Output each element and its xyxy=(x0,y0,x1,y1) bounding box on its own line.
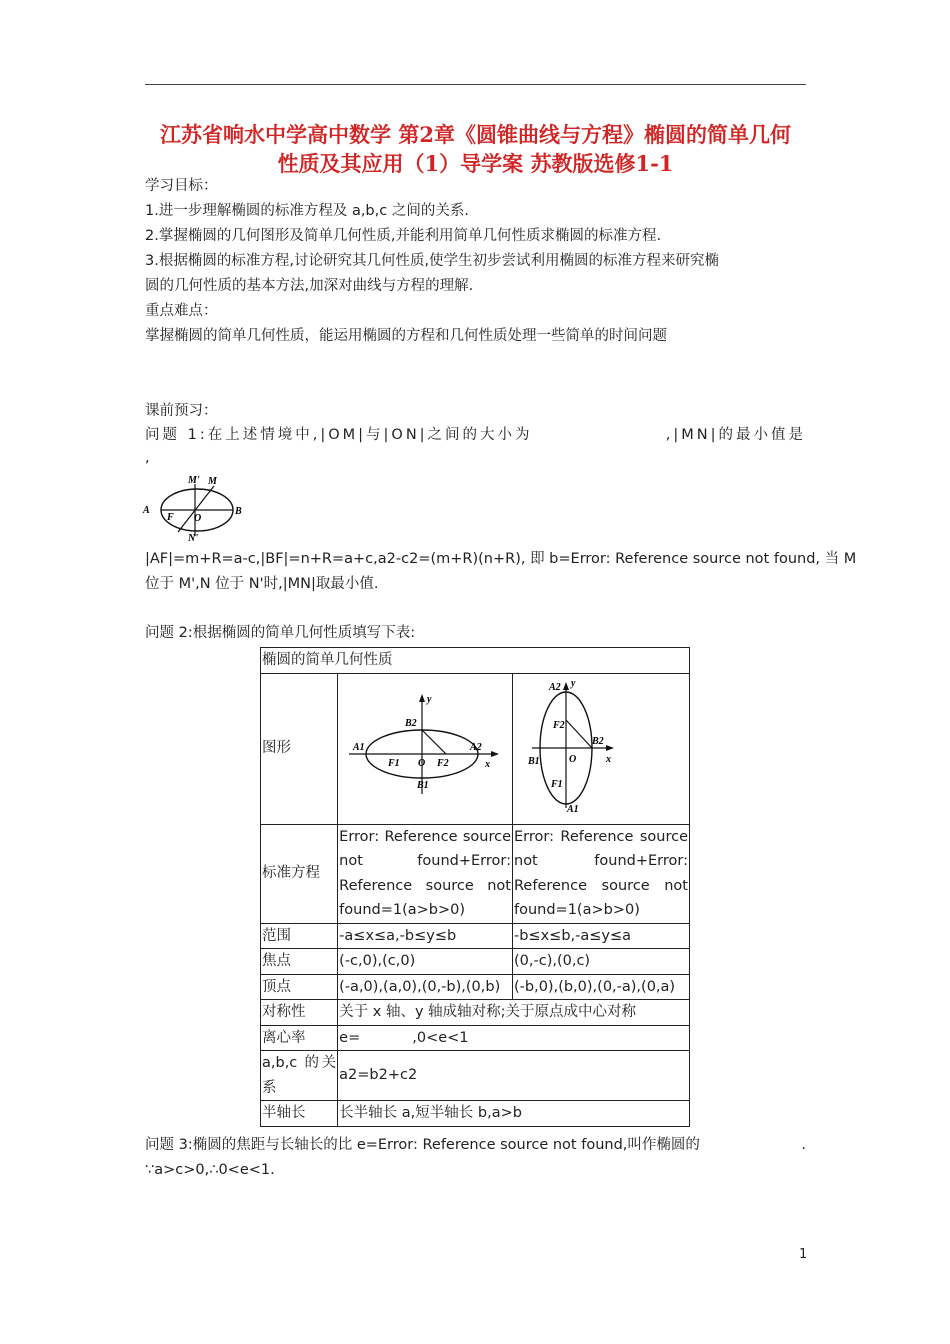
table-row-symmetry xyxy=(261,1000,690,1026)
vertex-vertical: (-b,0),(b,0),(0,-a),(0,a) xyxy=(513,974,690,1000)
row-label-equation: 标准方程 xyxy=(261,824,338,923)
label-a2: A2 xyxy=(549,682,561,694)
label-x: x xyxy=(606,754,611,766)
eccentricity-range: ,0<e<1 xyxy=(412,1029,469,1046)
row-label-vertex: 顶点 xyxy=(261,974,338,1000)
table-row-vertex xyxy=(261,974,690,1000)
key-points-text: 掌握椭圆的简单几何性质，能运用椭圆的方程和几何性质处理一些简单的时间问题 xyxy=(145,328,667,344)
question-2: 问题 2:根据椭圆的简单几何性质填写下表: xyxy=(145,625,416,641)
label-f1: F1 xyxy=(388,758,400,770)
table-row-axis xyxy=(261,1101,690,1127)
row-label-abc: a,b,c 的关系 xyxy=(261,1051,338,1101)
table-row-equation xyxy=(261,824,690,923)
question-3 xyxy=(145,1133,806,1158)
equation-horizontal: Error: Reference source not found+Error: Reference source not found=1(a>b>0) xyxy=(338,824,513,923)
page-number: 1 xyxy=(799,1247,808,1262)
b2-f2-line xyxy=(422,730,446,754)
y-axis-arrow-icon xyxy=(419,694,425,702)
label-y: y xyxy=(427,694,432,706)
y-axis-arrow-icon xyxy=(563,682,569,690)
vertical-ellipse-diagram xyxy=(514,674,688,814)
mn-chord-line xyxy=(178,486,214,532)
question-1-trailing-comma: , xyxy=(145,450,150,466)
table-header: 椭圆的简单几何性质 xyxy=(261,648,690,674)
eccentricity-value xyxy=(338,1025,690,1051)
label-b: B xyxy=(235,506,242,517)
label-m: M xyxy=(208,476,217,487)
range-horizontal: -a≤x≤a,-b≤y≤b xyxy=(338,923,513,949)
label-n-prime: N' xyxy=(188,533,198,542)
title-line-1: 江苏省响水中学高中数学 第2章《圆锥曲线与方程》椭圆的简单几何 xyxy=(160,122,791,147)
vertex-horizontal: (-a,0),(a,0),(0,-b),(0,b) xyxy=(338,974,513,1000)
x-axis-arrow-icon xyxy=(606,745,614,751)
objectives-heading: 学习目标： xyxy=(145,178,218,194)
row-label-symmetry: 对称性 xyxy=(261,1000,338,1026)
question-1-answer-line-2: 位于 M',N 位于 N'时,|MN|取最小值. xyxy=(145,576,379,592)
question-3-conclusion: ∵a>c>0,∴0<e<1. xyxy=(145,1162,275,1178)
horizontal-ellipse-diagram xyxy=(339,684,509,804)
row-label-axis: 半轴长 xyxy=(261,1101,338,1127)
label-b2: B2 xyxy=(592,736,604,748)
label-b2: B2 xyxy=(405,718,417,730)
question-3-period: . xyxy=(801,1137,806,1153)
eccentricity-prefix: e= xyxy=(339,1029,361,1046)
objective-3-line-1: 3.根据椭圆的标准方程,讨论研究其几何性质,使学生初步尝试利用椭圆的标准方程来研究椭 xyxy=(145,253,720,269)
label-o: O xyxy=(569,754,577,766)
label-m-prime: M' xyxy=(188,475,200,486)
focus-vertical: (0,-c),(0,c) xyxy=(513,949,690,975)
question-1-text: 问题 1:在上述情境中,|OM|与|ON|之间的大小为 xyxy=(145,427,533,443)
label-f1: F1 xyxy=(551,779,563,791)
table-row-graph xyxy=(261,673,690,824)
abc-relation: a2=b2+c2 xyxy=(338,1051,690,1101)
question-1 xyxy=(145,423,806,448)
label-f2: F2 xyxy=(437,758,449,770)
label-b1: B1 xyxy=(417,780,429,792)
label-f2: F2 xyxy=(553,720,565,732)
table-row-eccentricity xyxy=(261,1025,690,1051)
question-3-text: 问题 3:椭圆的焦距与长轴长的比 e=Error: Reference source not found,叫作椭圆的 xyxy=(145,1137,700,1153)
axis-value: 长半轴长 a,短半轴长 b,a>b xyxy=(338,1101,690,1127)
label-x: x xyxy=(485,759,491,771)
range-vertical: -b≤x≤b,-a≤y≤a xyxy=(513,923,690,949)
objective-1: 1.进一步理解椭圆的标准方程及 a,b,c 之间的关系. xyxy=(145,203,469,219)
cell-horizontal-figure xyxy=(338,673,513,824)
label-b1: B1 xyxy=(528,756,540,768)
ellipse-diagram-small xyxy=(142,472,250,542)
focus-horizontal: (-c,0),(c,0) xyxy=(338,949,513,975)
label-o: O xyxy=(418,758,426,770)
row-label-eccentricity: 离心率 xyxy=(261,1025,338,1051)
label-f: F xyxy=(167,512,174,523)
symmetry-value: 关于 x 轴、y 轴成轴对称;关于原点成中心对称 xyxy=(338,1000,690,1026)
table-row-abc xyxy=(261,1051,690,1101)
equation-vertical: Error: Reference source not found+Error: Reference source not found=1(a>b>0) xyxy=(513,824,690,923)
question-1-answer-line-1: |AF|=m+R=a-c,|BF|=n+R=a+c,a2-c2=(m+R)(n+R), 即 b=Error: Reference source not found, 当 M xyxy=(145,551,857,567)
label-y: y xyxy=(571,678,576,690)
label-a1: A1 xyxy=(353,742,365,754)
x-axis-arrow-icon xyxy=(491,751,499,757)
row-label-graph: 图形 xyxy=(261,673,338,824)
label-o: O xyxy=(194,513,202,524)
cell-vertical-figure xyxy=(513,673,690,824)
f2-b2-line xyxy=(566,720,592,748)
objective-2: 2.掌握椭圆的几何图形及简单几何性质,并能利用简单几何性质求椭圆的标准方程. xyxy=(145,228,662,244)
objective-3-line-2: 圆的几何性质的基本方法,加深对曲线与方程的理解. xyxy=(145,278,474,294)
label-a2: A2 xyxy=(470,742,482,754)
label-a1: A1 xyxy=(567,804,579,815)
row-label-focus: 焦点 xyxy=(261,949,338,975)
title-line-2: 性质及其应用（1）导学案 苏教版选修1-1 xyxy=(277,151,674,176)
row-label-range: 范围 xyxy=(261,923,338,949)
table-row-range xyxy=(261,923,690,949)
top-rule xyxy=(145,84,806,85)
table-row-focus xyxy=(261,949,690,975)
preview-heading: 课前预习： xyxy=(145,403,218,419)
label-a: A xyxy=(143,505,150,516)
key-points-heading: 重点难点： xyxy=(145,303,218,319)
table-header-row xyxy=(261,648,690,674)
document-title xyxy=(145,120,806,178)
question-1-blank-text: ,|MN|的最小值是 xyxy=(665,427,806,443)
ellipse-properties-table xyxy=(260,647,690,1127)
